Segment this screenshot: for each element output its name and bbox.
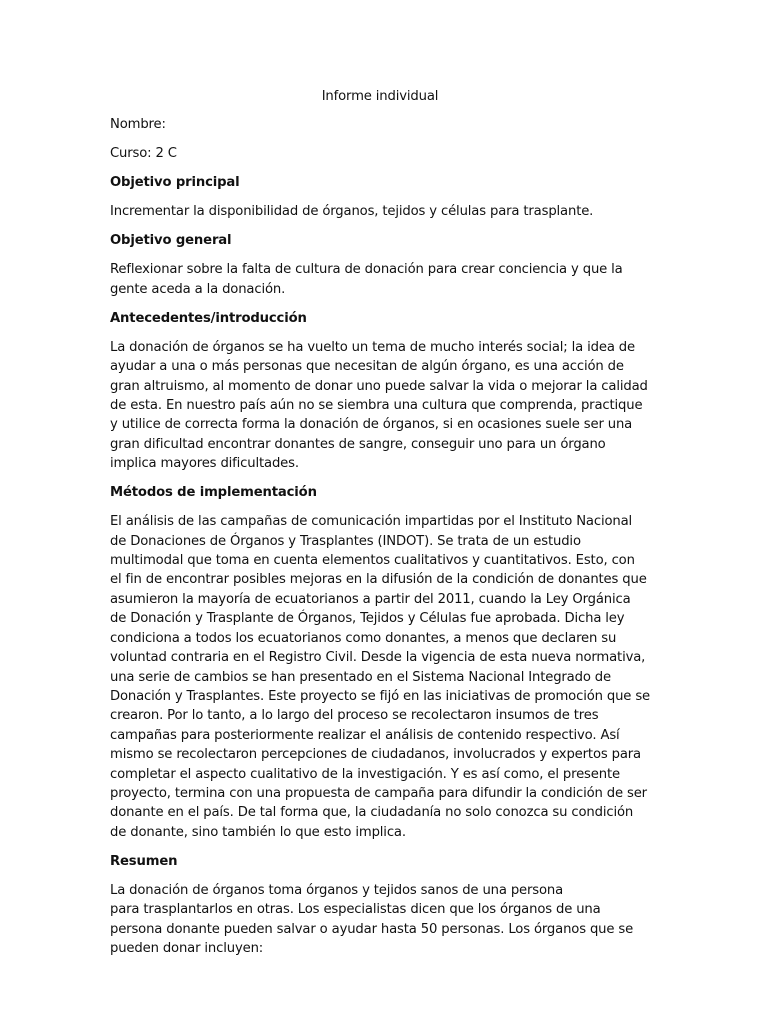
section-text-objetivo-principal: Incrementar la disponibilidad de órganos, tejidos y células para trasplante. (110, 204, 594, 220)
section-heading-objetivo-principal: Objetivo principal (110, 175, 240, 191)
document-body (110, 87, 650, 968)
section-heading-antecedentes: Antecedentes/introducción (110, 310, 307, 326)
section-text-resumen (110, 881, 650, 959)
curso-field: Curso: 2 C (110, 146, 177, 162)
section-heading-resumen: Resumen (110, 853, 178, 869)
section-text-metodos: El análisis de las campañas de comunicación impartidas por el Instituto Nacional de Donaciones de Órganos y Trasplantes (INDOT). Se trata de un estudio multimodal que toma en cuenta elementos cualitativos y cuantitativos. Esto, con el fin de encontrar posibles mejoras en la difusión de la condición de donantes que asumieron la mayoría de ecuatorianos a partir del 2011, cuando la Ley Orgánica de Donación y Trasplante de Órganos, Tejidos y Células fue aprobada. Dicha ley condiciona a todos los ecuatorianos como donantes, a menos que declaren su voluntad contraria en el Registro Civil. Desde la vigencia de esta nueva normativa, una serie de cambios se han presentado en el Sistema Nacional Integrado de Donación y Trasplantes. Este proyecto se fijó en las iniciativas de promoción que se crearon. Por lo tanto, a lo largo del proceso se recolectaron insumos de tres campañas para posteriormente realizar el análisis de contenido respectivo. Así mismo se recolectaron percepciones de ciudadanos, involucrados y expertos para completar el aspecto cualitativo de la investigación. Y es así como, el presente proyecto, termina con una propuesta de campaña para difundir la condición de ser donante en el país. De tal forma que, la ciudadanía no solo conozca su condición de donante, sino también lo que esto implica. (110, 514, 650, 840)
section-heading-objetivo-general: Objetivo general (110, 233, 232, 249)
section-text-objetivo-general: Reflexionar sobre la falta de cultura de donación para crear conciencia y que la gente aceda a la donación. (110, 262, 623, 297)
resumen-line-1: La donación de órganos toma órganos y tejidos sanos de una persona (110, 882, 564, 898)
nombre-field: Nombre: (110, 117, 166, 133)
section-text-antecedentes: La donación de órganos se ha vuelto un tema de mucho interés social; la idea de ayudar a una o más personas que necesitan de algún órgano, es una acción de gran altruismo, al momento de donar uno puede salvar la vida o mejorar la calidad de esta. En nuestro país aún no se siembra una cultura que comprenda, practique y utilice de correcta forma la donación de órganos, si en ocasiones suele ser una gran dificultad encontrar donantes de sangre, conseguir uno para un órgano implica mayores dificultades. (110, 339, 648, 472)
document-title: Informe individual (321, 89, 439, 104)
section-heading-metodos: Métodos de implementación (110, 485, 317, 501)
resumen-rest: para trasplantarlos en otras. Los especialistas dicen que los órganos de una persona donante pueden salvar o ayudar hasta 50 personas. Los órganos que se pueden donar incluyen: (110, 902, 634, 956)
